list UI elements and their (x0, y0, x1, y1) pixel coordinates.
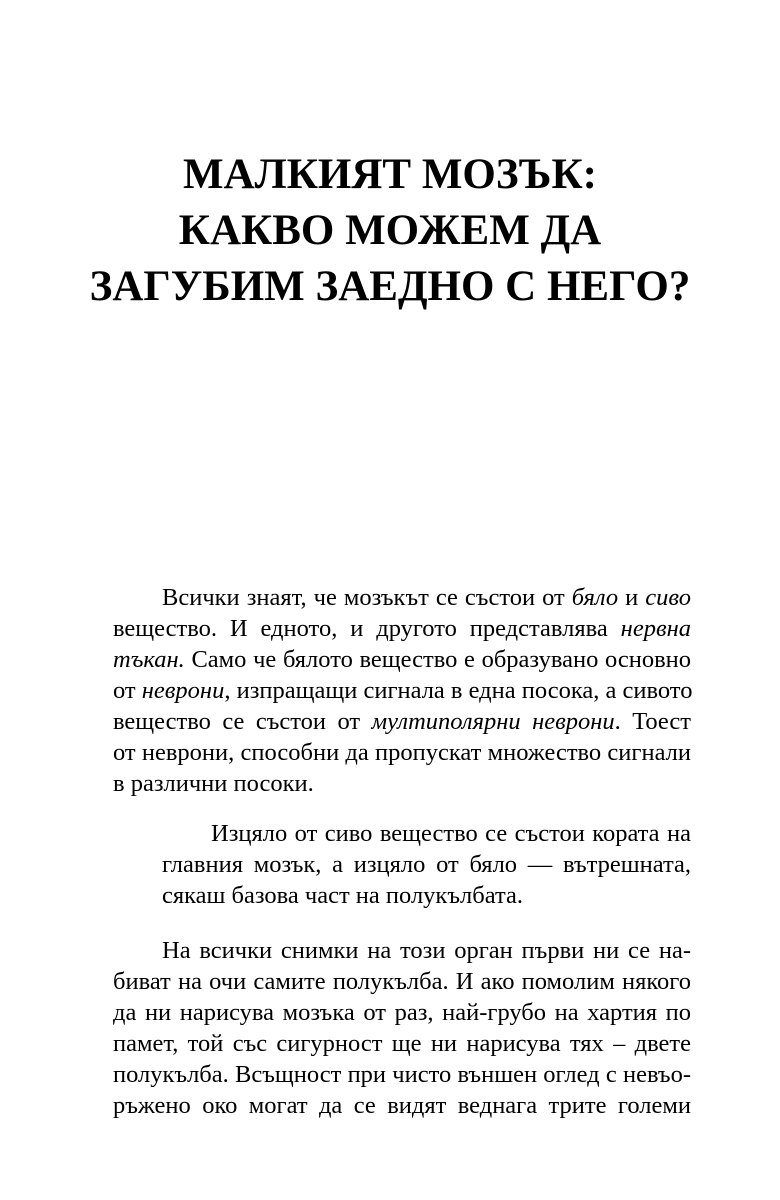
emphasis-gray: сиво (645, 584, 691, 611)
text-line: тъкан. Само че бялото вещество е образувано основно (113, 646, 691, 673)
emphasis-nerve: нервна (620, 615, 691, 642)
text-line: ръжено око могат да се видят веднага трите големи (113, 1092, 691, 1119)
text-line: памет, той със сигурност ще ни нарисува тях – двете (113, 1030, 691, 1057)
text-line: На всички снимки на този орган първи ни се на- (162, 937, 691, 964)
chapter-title-line: ЗАГУБИМ ЗАЕДНО С НЕГО? (89, 263, 691, 310)
emphasis-neurons: неврони (141, 677, 225, 704)
text-line: биват на очи самите полукълба. И ако помолим някого (113, 968, 691, 995)
text-line: вещество се състои от мултиполярни неврони. Тоест (113, 708, 691, 735)
emphasis-white: бяло (571, 584, 619, 611)
text-line: да ни нарисува мозъка от раз, най-грубо на хартия по (113, 999, 691, 1026)
emphasis-tissue: тъкан. (113, 646, 185, 673)
text-line: Всички знаят, че мозъкът се състои от бяло и сиво (162, 584, 691, 611)
text-line: главния мозък, а изцяло от бяло — вътрешната, (162, 851, 691, 878)
indented-note-paragraph (162, 818, 691, 911)
text-line: в различни посоки. (113, 770, 314, 797)
text-line: вещество. И едното, и другото представлява нервна (113, 615, 691, 642)
text-line: от неврони, способни да пропускат множество сигнали (113, 739, 691, 766)
chapter-title (0, 147, 780, 315)
emphasis-multipolar-neurons: мултиполярни неврони (371, 708, 615, 735)
paragraph-white-gray-matter (113, 582, 691, 799)
chapter-title-line: КАКВО МОЖЕМ ДА (178, 207, 602, 254)
paragraph-hemispheres (113, 935, 691, 1121)
text-line: от неврони, изпращащи сигнала в една посока, а сивото (113, 677, 693, 704)
chapter-title-line: МАЛКИЯТ МОЗЪК: (183, 151, 597, 198)
text-line: Изцяло от сиво вещество се състои кората на (211, 820, 691, 847)
text-line: сякаш базова част на полукълбата. (162, 882, 523, 909)
text-line: полукълба. Всъщност при чисто външен оглед с невъо- (113, 1061, 691, 1088)
